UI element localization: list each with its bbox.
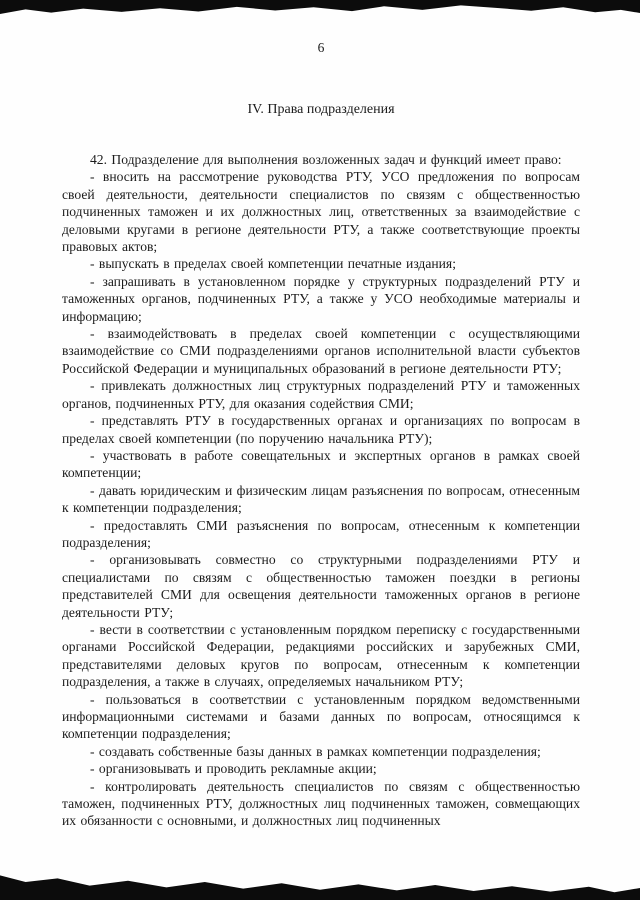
list-item-paragraph: - привлекать должностных лиц структурных подразделений РТУ и таможенных органов, подчиненных РТУ, для оказания содействия СМИ; [62,378,580,411]
list-item-paragraph: - взаимодействовать в пределах своей компетенции с осуществляющими взаимодействие со СМИ подразделениями органов исполнительной власти субъектов Российской Федерации и муниципальных образований в регионе деятельности РТУ; [62,326,580,376]
list-item-paragraph: - запрашивать в установленном порядке у структурных подразделений РТУ и таможенных органов, подчиненных РТУ, а также у УСО необходимые материалы и информацию; [62,273,580,324]
list-item-paragraph: - давать юридическим и физическим лицам разъяснения по вопросам, отнесенным к компетенции подразделения; [62,482,580,516]
list-item-paragraph: - вносить на рассмотрение руководства РТУ, УСО предложения по вопросам своей деятельности, деятельности специалистов по связям с общественностью подчиненных таможен и их должностных лиц, ответственных за взаимодействие с деловыми кругами в регионе деятельности РТУ, а также соответствующие проекты правовых актов; [62,169,580,255]
list-item-paragraph: - предоставлять СМИ разъяснения по вопросам, отнесенным к компетенции подразделения; [62,517,580,550]
list-item-paragraph: - контролировать деятельность специалистов по связям с общественностью таможен, подчиненных РТУ, должностных лиц подчиненных таможен, совмещающих их обязанности с основными, и должностных лиц подчиненных [62,778,580,829]
list-item-paragraph: - организовывать совместно со структурными подразделениями РТУ и специалистами по связям с общественностью таможен поездки в регионы представителей СМИ для освещения деятельности таможенных органов в регионе деятельности РТУ; [62,552,580,620]
list-item-paragraph: - пользоваться в соответствии с установленным порядком ведомственными информационными системами и базами данных по вопросам, относящимся к компетенции подразделения; [62,691,580,742]
list-item-paragraph: - представлять РТУ в государственных органах и организациях по вопросам в пределах своей компетенции (по поручению начальника РТУ); [62,413,580,446]
list-item-paragraph: - выпускать в пределах своей компетенции печатные издания; [90,256,456,272]
document-content [62,40,580,830]
list-item-paragraph: - организовывать и проводить рекламные акции; [90,761,377,777]
list-item-paragraph: - вести в соответствии с установленным порядком переписку с государственными органами Российской Федерации, редакциями российских и зарубежных СМИ, представителями деловых кругов по вопросам, отнесенным к компетенции подразделения, а также в случаях, определяемых начальником РТУ; [62,621,580,690]
scan-edge-bottom [0,870,640,900]
section-heading: IV. Права подразделения [247,102,395,117]
page-number: 6 [317,40,325,55]
intro-paragraph: 42. Подразделение для выполнения возложенных задач и функций имеет право: [90,152,562,167]
list-item-paragraph: - создавать собственные базы данных в рамках компетенции подразделения; [90,743,541,759]
list-item-paragraph: - участвовать в работе совещательных и экспертных органов в рамках своей компетенции; [62,447,580,481]
scan-edge-top [0,0,640,18]
